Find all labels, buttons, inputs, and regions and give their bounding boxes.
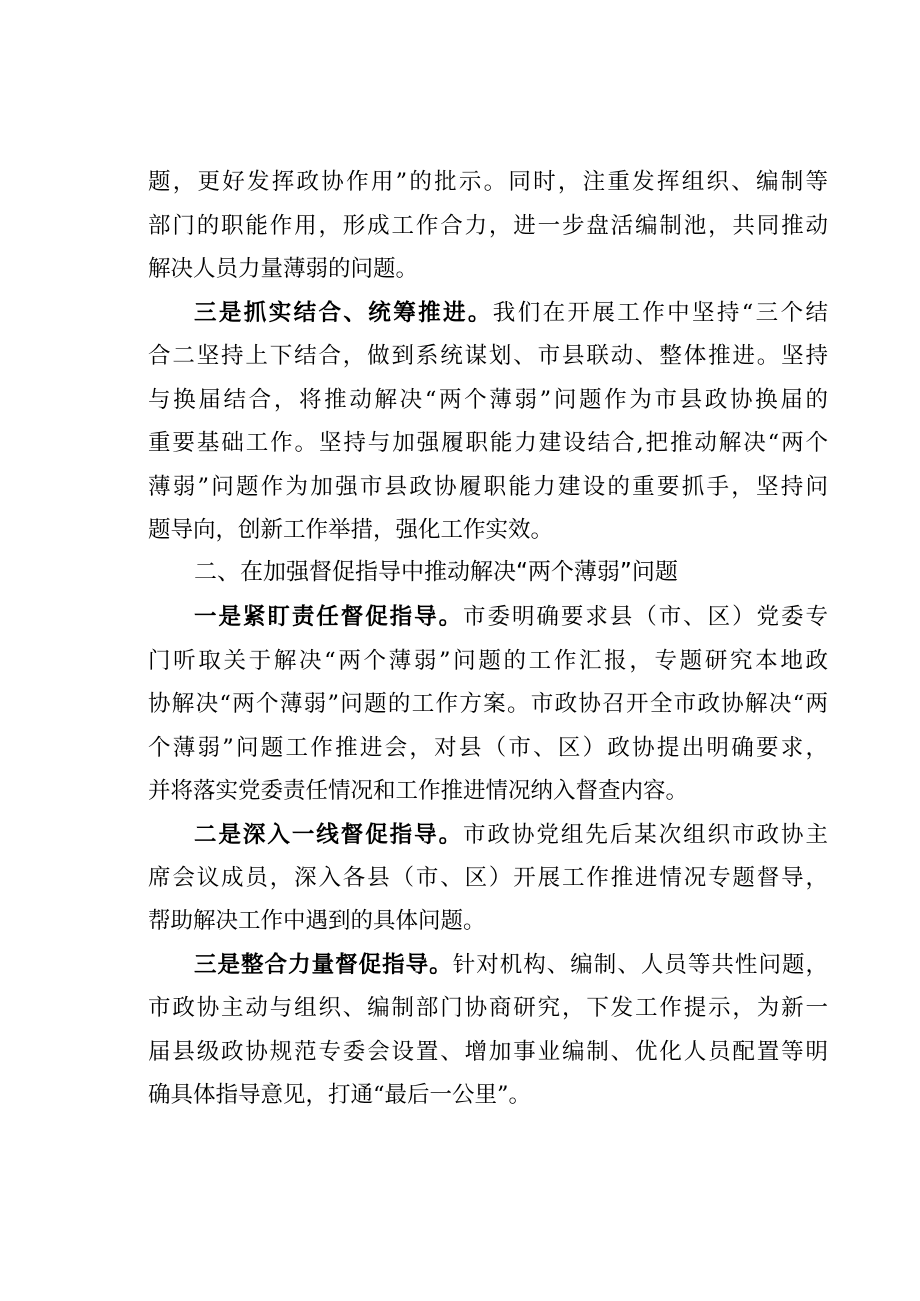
text-line [194,821,828,849]
text-line: 协解决“两个薄弱”问题的工作方案。市政协召开全市政协解决“两 [148,691,828,717]
text-line: 薄弱”问题作为加强市县政协履职能力建设的重要抓手，坚持问 [148,474,828,500]
text-line [194,951,828,979]
text-line: 帮助解决工作中遇到的具体问题。 [148,908,486,934]
text-line: 解决人员力量薄弱的问题。 [148,256,419,282]
text-line: 届县级政协规范专委会设置、增加事业编制、优化人员配置等明 [148,1039,828,1065]
text-line: 题，更好发挥政协作用”的批示。同时，注重发挥组织、编制等 [148,169,828,195]
paragraph-lead: 二是深入一线督促指导。 [194,822,464,848]
paragraph-text: 针对机构、编制、人员等共性问题， [452,952,828,978]
text-line: 确具体指导意见，打通“最后一公里”。 [148,1082,532,1108]
text-line: 部门的职能作用，形成工作合力，进一步盘活编制池，共同推动 [148,213,828,239]
paragraph-text: 我们在开展工作中坚持“三个结 [492,300,828,326]
paragraph-lead: 三是抓实结合、统筹推进。 [194,300,493,326]
paragraph-text: 市政协党组先后某次组织市政协主 [463,822,828,848]
section-heading: 二、在加强督促指导中推动解决“两个薄弱”问题 [194,559,678,585]
text-line: 席会议成员，深入各县（市、区）开展工作推进情况专题督导， [148,865,828,891]
text-line: 重要基础工作。坚持与加强履职能力建设结合,把推动解决“两个 [148,430,828,456]
paragraph-lead: 三是整合力量督促指导。 [194,952,453,978]
text-line: 与换届结合，将推动解决“两个薄弱”问题作为市县政协换届的 [148,387,828,413]
paragraph-text: 市委明确要求县（市、区）党委专 [463,604,828,630]
text-line: 并将落实党委责任情况和工作推进情况纳入督查内容。 [148,778,689,804]
text-line [194,603,828,631]
text-line: 题导向，创新工作举措，强化工作实效。 [148,517,554,543]
text-line [194,299,828,327]
text-line: 合二坚持上下结合，做到系统谋划、市县联动、整体推进。坚持 [148,343,828,369]
text-line: 个薄弱”问题工作推进会，对县（市、区）政协提出明确要求， [148,735,828,761]
paragraph-lead: 一是紧盯责任督促指导。 [194,604,464,630]
text-line: 门听取关于解决“两个薄弱”问题的工作汇报，专题研究本地政 [148,648,828,674]
text-line: 市政协主动与组织、编制部门协商研究，下发工作提示，为新一 [148,995,828,1021]
